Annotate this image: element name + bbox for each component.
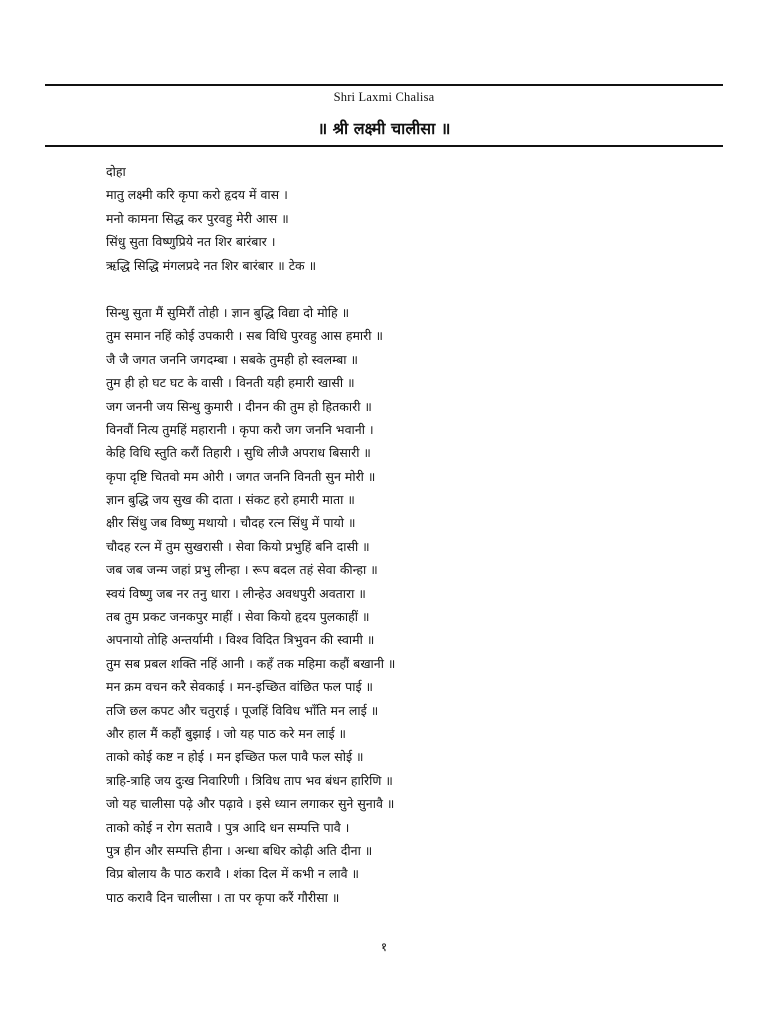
chaupai-line: जो यह चालीसा पढ़े और पढ़ावे । इसे ध्यान लगाकर सुने सुनावै ॥ xyxy=(106,796,395,812)
chaupai-line: तुम ही हो घट घट के वासी । विनती यही हमारी खासी ॥ xyxy=(106,375,355,391)
chaupai-line: केहि विधि स्तुति करौं तिहारी । सुधि लीजै अपराध बिसारी ॥ xyxy=(106,445,371,461)
chaupai-line: तुम समान नहिं कोई उपकारी । सब विधि पुरवहु आस हमारी ॥ xyxy=(106,328,383,344)
chaupai-line: विनवौं नित्य तुमहिं महारानी । कृपा करौ जग जननि भवानी । xyxy=(106,421,374,437)
chaupai-line: जग जननी जय सिन्धु कुमारी । दीनन की तुम हो हितकारी ॥ xyxy=(106,398,372,414)
chaupai-line: और हाल मैं कहौं बुझाई । जो यह पाठ करे मन लाई ॥ xyxy=(106,725,347,741)
chaupai-line: ज्ञान बुद्धि जय सुख की दाता । संकट हरो हमारी माता ॥ xyxy=(106,492,355,508)
chaupai-line: पाठ करावै दिन चालीसा । ता पर कृपा करैं गौरीसा ॥ xyxy=(106,889,340,905)
chaupai-line: पुत्र हीन और सम्पत्ति हीना । अन्धा बधिर कोढ़ी अति दीना ॥ xyxy=(106,842,373,858)
bottom-rule xyxy=(45,145,723,147)
chaupai-line: त्राहि-त्राहि जय दुःख निवारिणी । त्रिविध ताप भव बंधन हारिणि ॥ xyxy=(106,772,393,788)
doha-line: मातु लक्ष्मी करि कृपा करो हृदय में वास । xyxy=(106,187,288,203)
chaupai-line: जब जब जन्म जहां प्रभु लीन्हा । रूप बदल तहं सेवा कीन्हा ॥ xyxy=(106,562,378,578)
section-gap xyxy=(106,277,706,301)
top-rule xyxy=(45,84,723,86)
chaupai-line: कृपा दृष्टि चितवो मम ओरी । जगत जननि विनती सुन मोरी ॥ xyxy=(106,468,376,484)
hindi-title: ॥ श्री लक्ष्मी चालीसा ॥ xyxy=(317,119,451,138)
chaupai-line: तजि छल कपट और चतुराई । पूजहिं विविध भाँति मन लाई ॥ xyxy=(106,702,379,718)
chaupai-line: चौदह रत्न में तुम सुखरासी । सेवा कियो प्रभुहिं बनि दासी ॥ xyxy=(106,538,370,554)
chaupai-line: जै जै जगत जननि जगदम्बा । सबके तुमही हो स्वलम्बा ॥ xyxy=(106,351,358,367)
doha-section xyxy=(106,160,706,277)
chaupai-line: मन क्रम वचन करै सेवकाई । मन-इच्छित वांछित फल पाई ॥ xyxy=(106,679,374,695)
doha-line: ऋद्धि सिद्धि मंगलप्रदे नत शिर बारंबार ॥ टेक ॥ xyxy=(106,257,317,273)
doha-line: मनो कामना सिद्ध कर पुरवहु मेरी आस ॥ xyxy=(106,210,289,226)
doha-line: सिंधु सुता विष्णुप्रिये नत शिर बारंबार । xyxy=(106,234,276,250)
chaupai-line: स्वयं विष्णु जब नर तनु धारा । लीन्हेउ अवधपुरी अवतारा ॥ xyxy=(106,585,366,601)
chaupai-line: विप्र बोलाय कै पाठ करावै । शंका दिल में कभी न लावै ॥ xyxy=(106,866,360,882)
chaupai-line: ताको कोई कष्ट न होई । मन इच्छित फल पावै फल सोई ॥ xyxy=(106,749,364,765)
chaupai-line: सिन्धु सुता मैं सुमिरौं तोही । ज्ञान बुद्धि विद्या दो मोहि ॥ xyxy=(106,304,350,320)
chalisa-body xyxy=(106,160,706,909)
english-title: Shri Laxmi Chalisa xyxy=(333,90,435,104)
chaupai-line: क्षीर सिंधु जब विष्णु मथायो । चौदह रत्न सिंधु में पायो ॥ xyxy=(106,515,356,531)
page-number: १ xyxy=(380,940,388,954)
doha-heading: दोहा xyxy=(106,164,126,179)
chaupai-line: तब तुम प्रकट जनकपुर माहीं । सेवा कियो हृदय पुलकाहीं ॥ xyxy=(106,609,370,625)
chaupai-section xyxy=(106,301,706,909)
chaupai-line: तुम सब प्रबल शक्ति नहिं आनी । कहँ तक महिमा कहौं बखानी ॥ xyxy=(106,655,396,671)
chaupai-line: ताको कोई न रोग सतावै । पुत्र आदि धन सम्पत्ति पावै । xyxy=(106,819,350,835)
chaupai-line: अपनायो तोहि अन्तर्यामी । विश्व विदित त्रिभुवन की स्वामी ॥ xyxy=(106,632,375,648)
